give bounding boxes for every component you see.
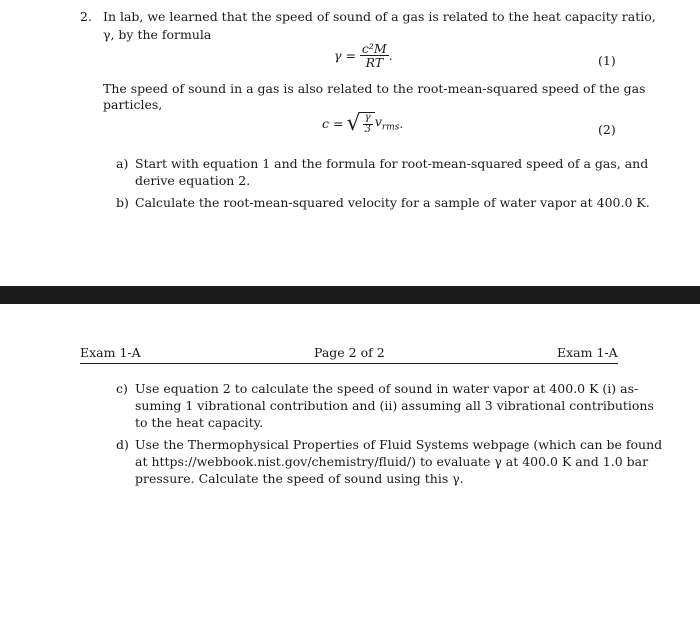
equation-1-tail: . bbox=[388, 48, 393, 64]
part-d-label: d) bbox=[116, 437, 129, 452]
equation-1 bbox=[334, 42, 393, 69]
part-b-line-1: Calculate the root-mean-squared velocity for a sample of water vapor at 400.0 K. bbox=[135, 195, 650, 210]
equation-1-fraction bbox=[360, 42, 389, 69]
exam-label-left: Exam 1-A bbox=[80, 345, 141, 360]
question-intro-line-2: γ, by the formula bbox=[103, 27, 212, 42]
equation-2-number: (2) bbox=[598, 122, 616, 137]
equation-2-numerator: γ bbox=[364, 112, 371, 123]
equation-1-number: (1) bbox=[598, 53, 616, 68]
part-a-line-2: derive equation 2. bbox=[135, 173, 251, 188]
part-a-line-1: Start with equation 1 and the formula for root-mean-squared speed of a gas, and bbox=[135, 156, 649, 171]
equation-2-fraction bbox=[362, 113, 372, 135]
part-c-line-3: to the heat capacity. bbox=[135, 415, 264, 430]
part-c-line-2: suming 1 vibrational contribution and (ii) assuming all 3 vibrational contributions bbox=[135, 398, 654, 413]
equation-1-denominator: RT bbox=[365, 55, 384, 71]
question-mid-line-1: The speed of sound in a gas is also related to the root-mean-squared speed of the gas bbox=[103, 81, 646, 96]
equation-2-sqrt bbox=[346, 112, 374, 135]
page-break-band bbox=[0, 286, 700, 304]
question-number: 2. bbox=[80, 9, 92, 24]
question-intro-line-1: In lab, we learned that the speed of sound of a gas is related to the heat capacity ratio, bbox=[103, 9, 656, 24]
equation-1-numerator: c²M bbox=[361, 41, 387, 56]
part-d-line-3: pressure. Calculate the speed of sound using this γ. bbox=[135, 471, 464, 486]
part-c-label: c) bbox=[116, 381, 128, 396]
equation-2-lhs: c = bbox=[322, 116, 344, 131]
equation-1-lhs: γ = bbox=[334, 48, 356, 64]
part-a-label: a) bbox=[116, 156, 129, 171]
equation-2-denominator: 3 bbox=[364, 123, 371, 135]
part-b-label: b) bbox=[116, 195, 129, 210]
header-rule bbox=[80, 363, 618, 364]
part-d-line-2: at https://webbook.nist.gov/chemistry/fluid/) to evaluate γ at 400.0 K and 1.0 bar bbox=[135, 454, 649, 469]
sqrt-radicand bbox=[360, 112, 374, 135]
equation-2-var: v bbox=[374, 114, 382, 130]
part-d-line-1: Use the Thermophysical Properties of Fluid Systems webpage (which can be found bbox=[135, 437, 663, 452]
equation-2 bbox=[322, 112, 403, 135]
equation-2-subscript: rms bbox=[381, 122, 400, 133]
sqrt-radical-icon: √ bbox=[346, 110, 361, 136]
equation-2-tail: . bbox=[399, 116, 404, 131]
equation-2-variable bbox=[375, 114, 400, 133]
part-c-line-1: Use equation 2 to calculate the speed of sound in water vapor at 400.0 K (i) as- bbox=[135, 381, 639, 396]
exam-label-right: Exam 1-A bbox=[557, 345, 618, 360]
question-mid-line-2: particles, bbox=[103, 97, 163, 112]
page-number: Page 2 of 2 bbox=[314, 345, 385, 360]
